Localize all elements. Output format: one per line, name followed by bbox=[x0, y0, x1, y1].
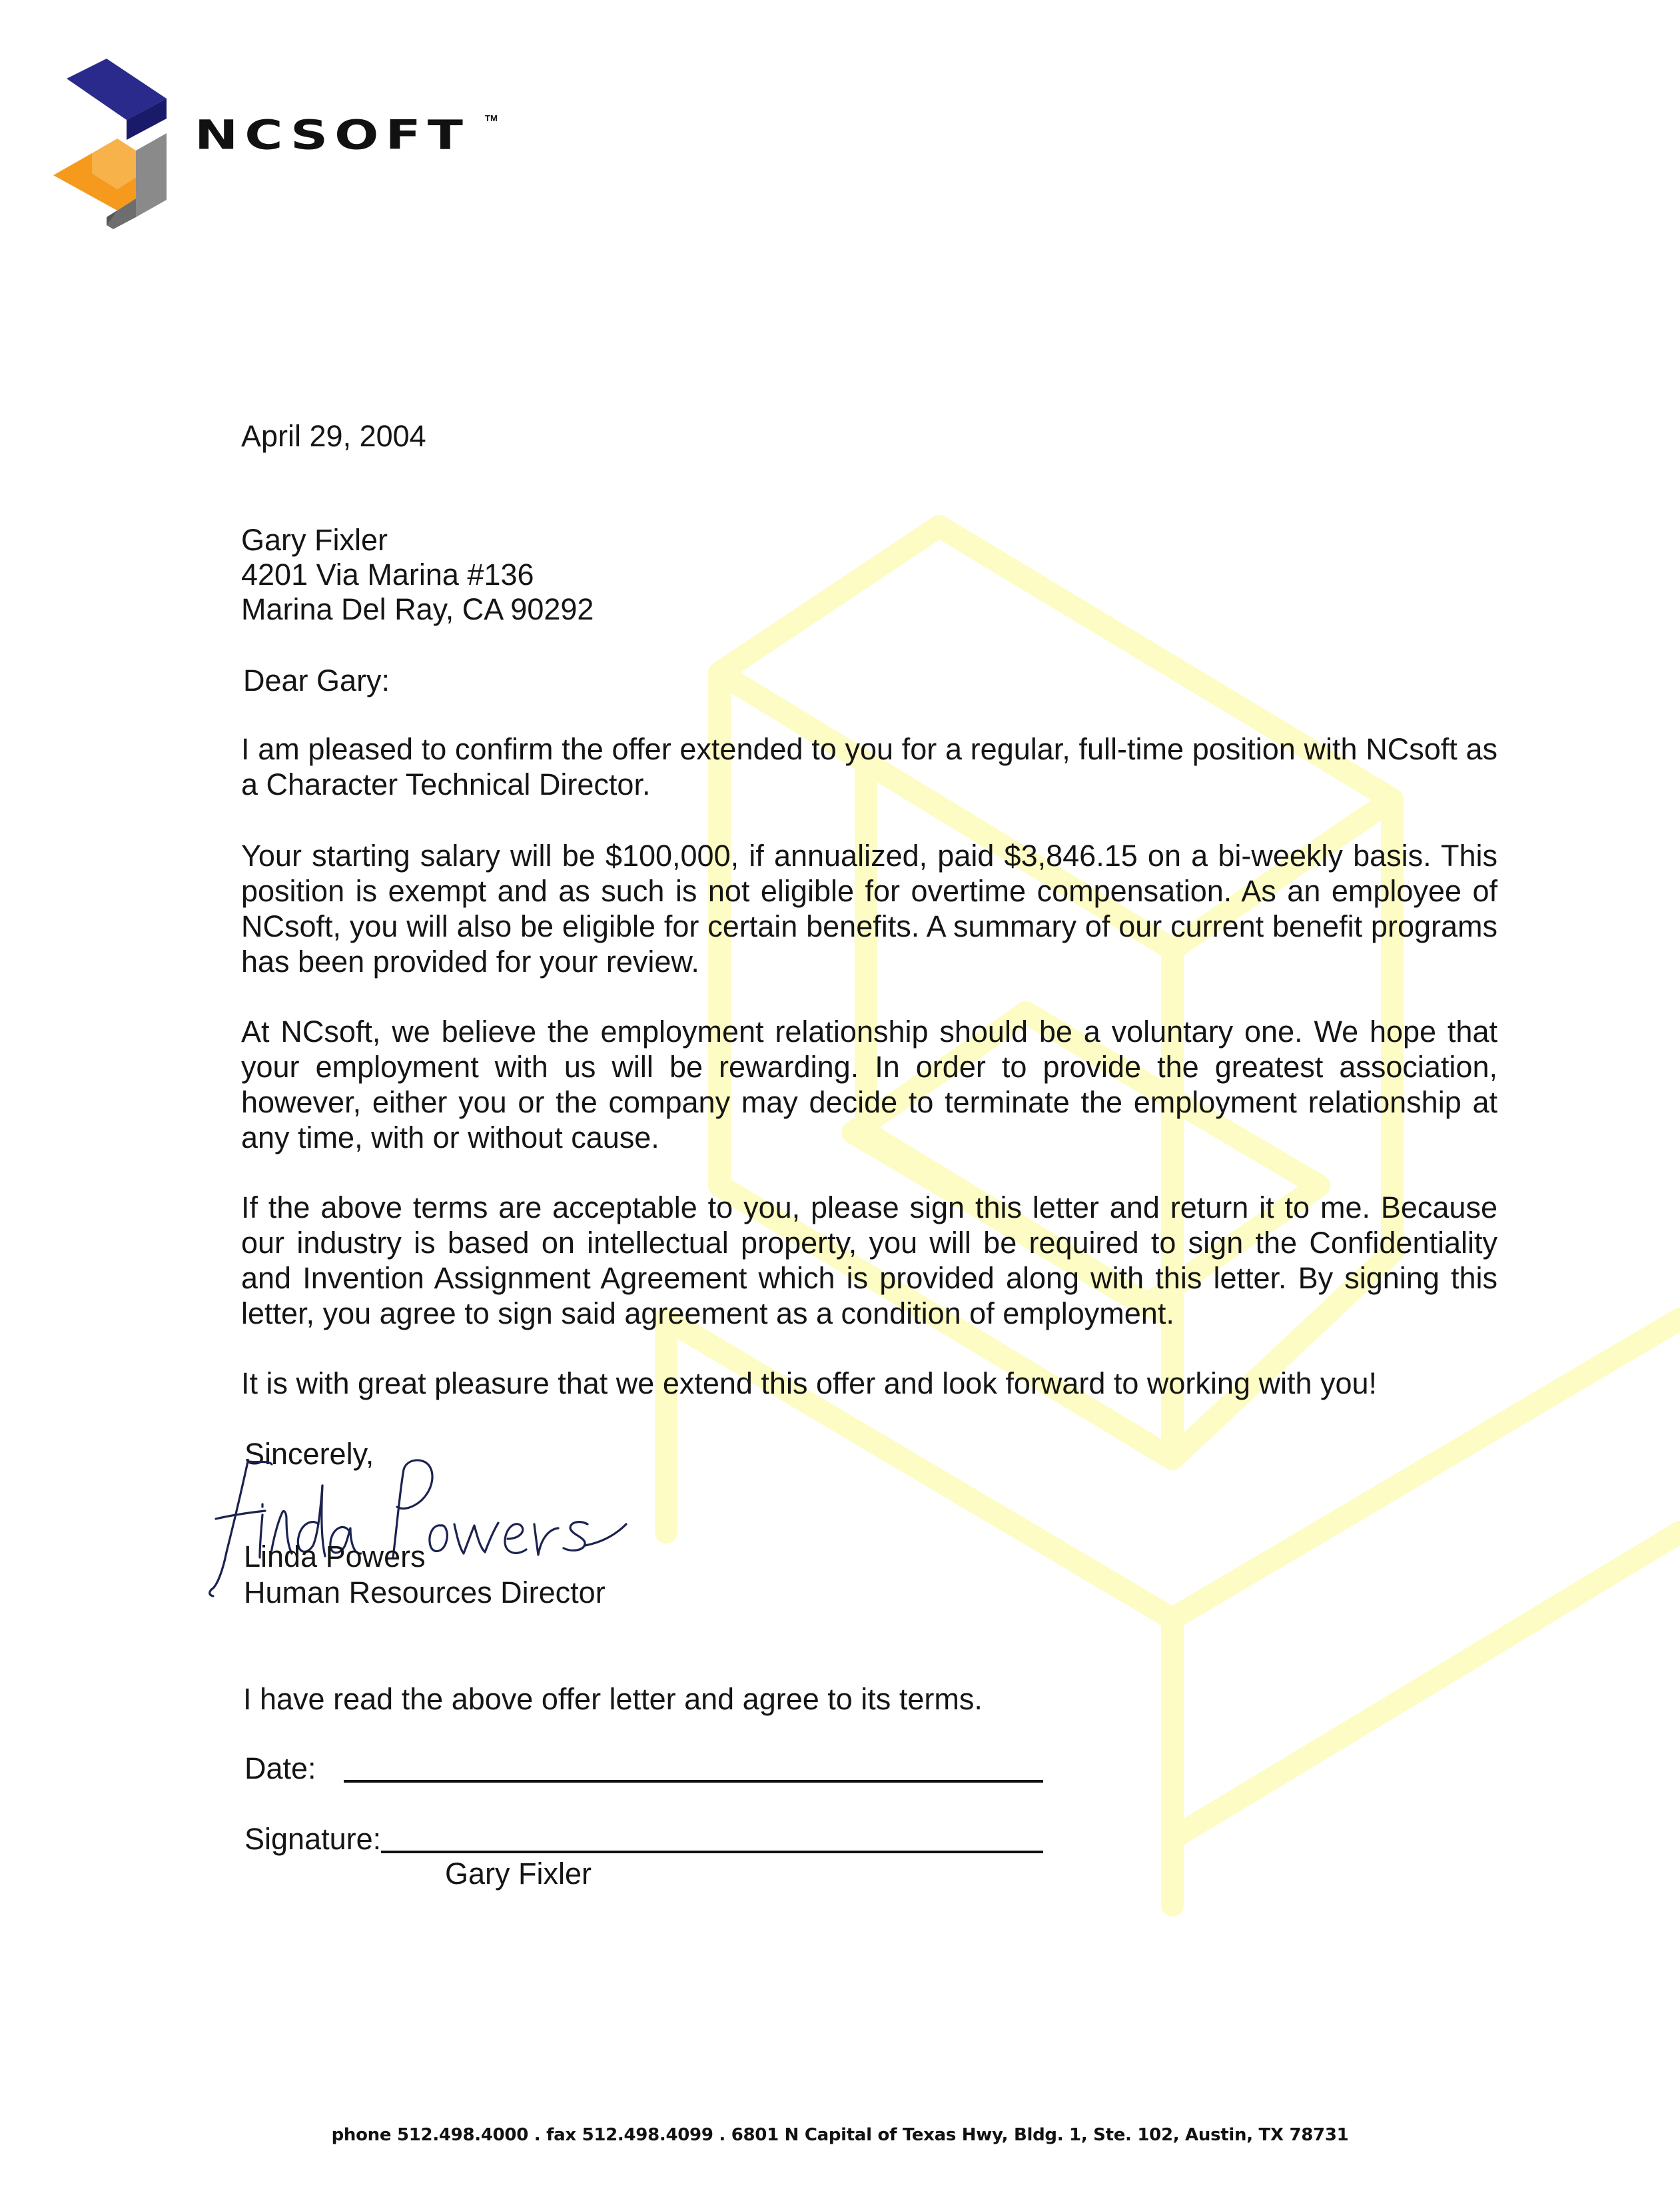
recipient-address-line1: 4201 Via Marina #136 bbox=[241, 558, 534, 592]
signee-name: Gary Fixler bbox=[445, 1857, 592, 1891]
closing: Sincerely, bbox=[244, 1437, 374, 1471]
signer-name: Linda Powers bbox=[244, 1539, 426, 1573]
ncsoft-wordmark: NCSOFT bbox=[195, 112, 470, 159]
date-signature-line[interactable] bbox=[344, 1780, 1043, 1783]
trademark-symbol: TM bbox=[485, 113, 498, 123]
acceptance-statement: I have read the above offer letter and agree to its terms. bbox=[243, 1682, 983, 1716]
salutation: Dear Gary: bbox=[243, 663, 390, 697]
recipient-address-line2: Marina Del Ray, CA 90292 bbox=[241, 592, 594, 626]
footer-contact-info: phone 512.498.4000 . fax 512.498.4099 . 6801 N Capital of Texas Hwy, Bldg. 1, Ste. 102, Austin, TX 78731 bbox=[331, 2125, 1349, 2145]
body-paragraph-3: At NCsoft, we believe the employment relationship should be a voluntary one. We hope that your employment with us will be rewarding. In order to provide the greatest association, however, either you or the company may decide to terminate the employment relationship at any time, with or without cause. bbox=[241, 1015, 1497, 1154]
letter-date: April 29, 2004 bbox=[241, 419, 426, 453]
body-paragraph-2: Your starting salary will be $100,000, if annualized, paid $3,846.15 on a bi-weekly basis. This position is exempt and as such is not eligible for overtime compensation. As an employee of NCsoft, you will also be eligible for certain benefits. A summary of our current benefit programs has been provided for your review. bbox=[241, 839, 1497, 979]
signer-title: Human Resources Director bbox=[244, 1575, 606, 1609]
date-label: Date: bbox=[244, 1751, 316, 1785]
ncsoft-logo bbox=[53, 59, 520, 232]
body-paragraph-1: I am pleased to confirm the offer extended to you for a regular, full-time position with NCsoft as a Character Technical Director. bbox=[241, 732, 1497, 801]
signature-label: Signature: bbox=[244, 1822, 382, 1856]
recipient-name: Gary Fixler bbox=[241, 523, 388, 557]
signature-line[interactable] bbox=[381, 1851, 1043, 1853]
body-paragraph-4: If the above terms are acceptable to you, please sign this letter and return it to me. Because our industry is based on intellectual property, you will be required to sign the Confidentiality and Invention Assignment Agreement which is provided along with this letter. By signing this letter, you agree to sign said agreement as a condition of employment. bbox=[241, 1190, 1497, 1330]
body-paragraph-5: It is with great pleasure that we extend this offer and look forward to working with you! bbox=[241, 1366, 1378, 1400]
